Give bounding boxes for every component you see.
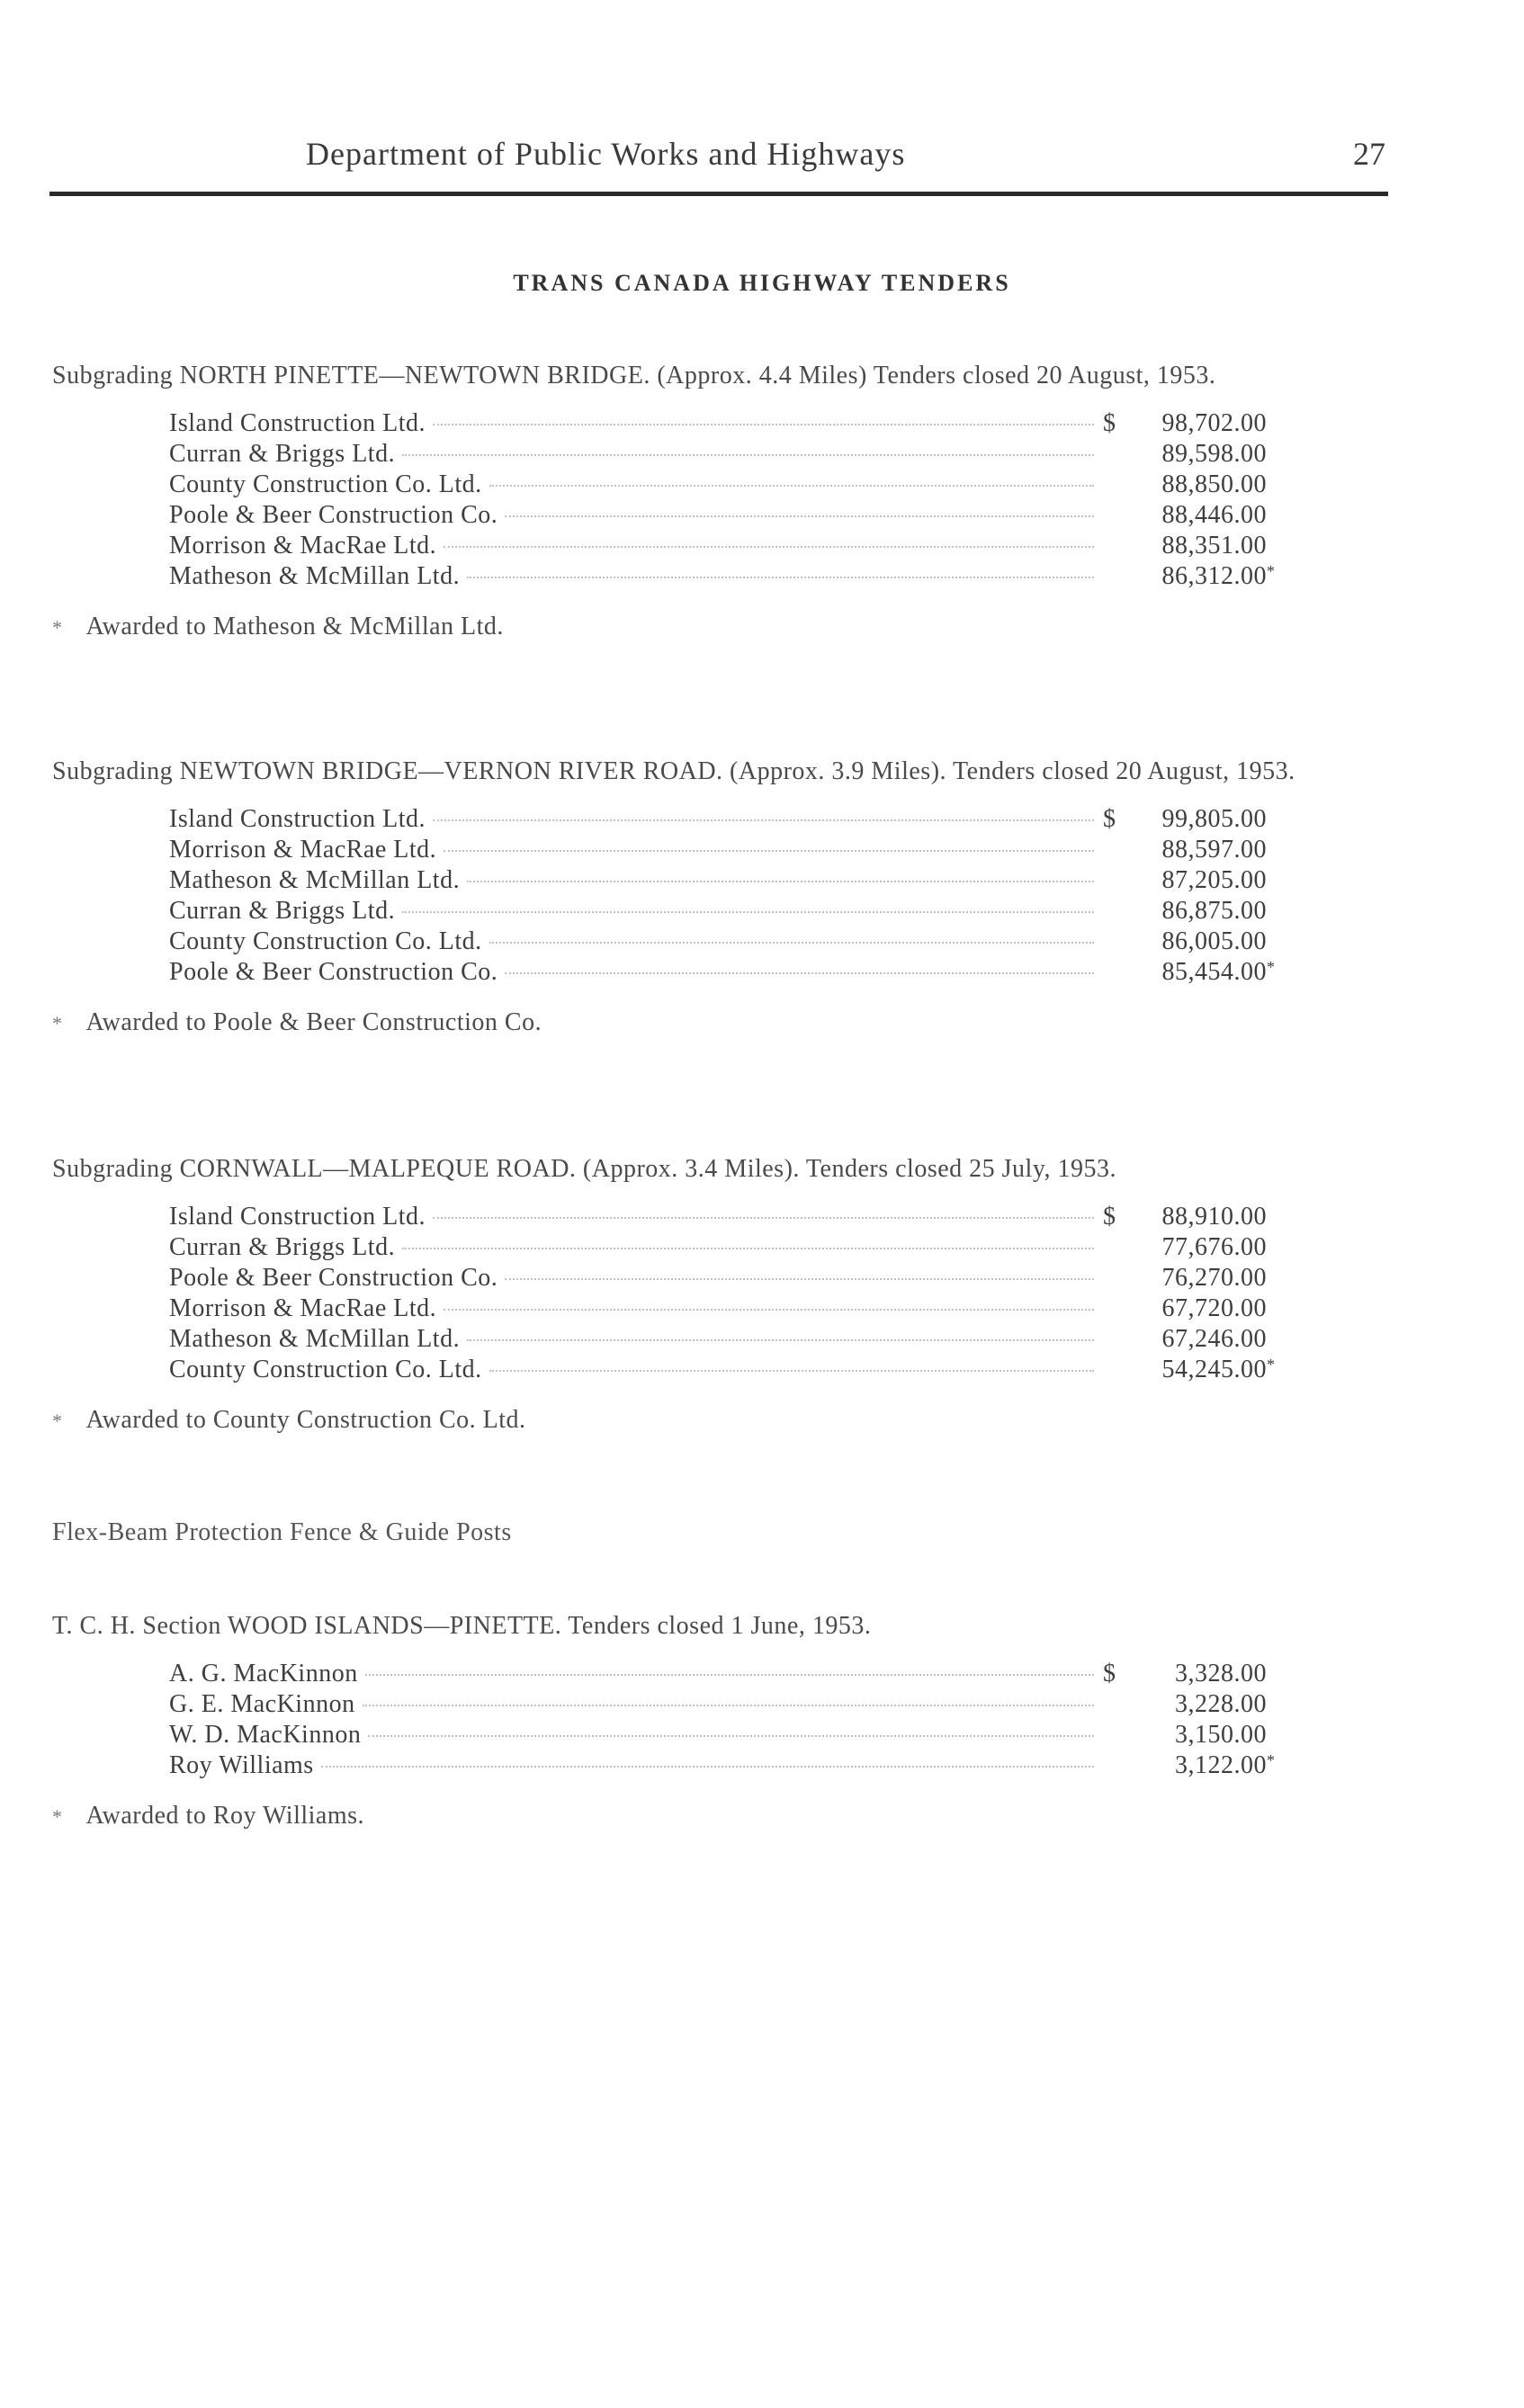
header-title: Department of Public Works and Highways	[306, 136, 906, 172]
bid-amount: 88,910.00	[1161, 1203, 1267, 1231]
bid-amount: 85,454.00	[1161, 958, 1267, 986]
award-note-text: Awarded to Poole & Beer Construction Co.	[85, 1008, 542, 1036]
section-intro: T. C. H. Section WOOD ISLANDS—PINETTE. Tenders closed 1 June, 1953.	[52, 1612, 872, 1640]
bid-amount: 67,246.00	[1161, 1325, 1267, 1353]
bidder-name: Curran & Briggs Ltd.	[169, 440, 396, 468]
bid-amount: 86,875.00	[1161, 897, 1267, 925]
header-rule	[49, 192, 1388, 196]
bidder-name: County Construction Co. Ltd.	[169, 470, 482, 498]
bid-amount: 98,702.00	[1161, 409, 1267, 437]
note-asterisk: *	[52, 1410, 63, 1432]
dot-leader	[402, 911, 1094, 913]
bid-amount: 88,597.00	[1161, 836, 1267, 864]
note-asterisk: *	[52, 1012, 63, 1034]
tender-section	[52, 1610, 1389, 1831]
bid-amount: 86,312.00	[1161, 562, 1267, 590]
dot-leader	[467, 1339, 1094, 1341]
bid-amount: 3,122.00	[1175, 1751, 1267, 1779]
tender-row	[169, 440, 1285, 470]
dot-leader	[433, 424, 1094, 425]
section-intro: Subgrading NORTH PINETTE—NEWTOWN BRIDGE. (Approx. 4.4 Miles) Tenders closed 20 August, 1953.	[52, 362, 1216, 389]
tender-row	[169, 866, 1285, 897]
bidder-name: Morrison & MacRae Ltd.	[169, 532, 437, 559]
dot-leader	[365, 1674, 1094, 1676]
section-intro: Subgrading NEWTOWN BRIDGE—VERNON RIVER ROAD. (Approx. 3.9 Miles). Tenders closed 20 August, 1953.	[52, 757, 1295, 785]
bidder-name: Matheson & McMillan Ltd.	[169, 866, 461, 894]
currency-symbol: $	[1103, 1203, 1116, 1231]
bid-amount: 3,150.00	[1175, 1721, 1267, 1749]
award-note-text: Awarded to Roy Williams.	[85, 1802, 365, 1830]
tender-section	[52, 1153, 1389, 1435]
dot-leader	[444, 850, 1094, 852]
bidder-name: G. E. MacKinnon	[169, 1690, 355, 1718]
dot-leader	[444, 1309, 1094, 1311]
tender-table	[169, 1660, 1285, 1782]
note-asterisk: *	[52, 616, 63, 639]
bidder-name: Poole & Beer Construction Co.	[169, 958, 498, 986]
award-marker: *	[1267, 958, 1275, 976]
dot-leader	[363, 1705, 1094, 1706]
bidder-name: A. G. MacKinnon	[169, 1660, 358, 1687]
tender-row	[169, 1294, 1285, 1325]
dot-leader	[402, 454, 1094, 456]
bidder-name: Poole & Beer Construction Co.	[169, 501, 498, 529]
dot-leader	[489, 942, 1094, 944]
tender-row	[169, 927, 1285, 958]
bid-amount: 3,228.00	[1175, 1690, 1267, 1718]
award-note-text: Awarded to Matheson & McMillan Ltd.	[85, 613, 504, 640]
dot-leader	[368, 1735, 1094, 1737]
bid-amount: 89,598.00	[1161, 440, 1267, 468]
dot-leader	[467, 577, 1094, 578]
bidder-name: Morrison & MacRae Ltd.	[169, 836, 437, 864]
tender-section	[52, 360, 1389, 641]
tender-row	[169, 1721, 1285, 1751]
tender-row	[169, 897, 1285, 927]
dot-leader	[321, 1766, 1094, 1768]
dot-leader	[505, 515, 1094, 517]
award-note	[52, 613, 1389, 641]
bidder-name: County Construction Co. Ltd.	[169, 1356, 482, 1383]
currency-symbol: $	[1103, 805, 1116, 833]
tender-row	[169, 501, 1285, 532]
bidder-name: Morrison & MacRae Ltd.	[169, 1294, 437, 1322]
bidder-name: Roy Williams	[169, 1751, 314, 1779]
tender-row	[169, 562, 1285, 593]
currency-symbol: $	[1103, 1660, 1116, 1687]
award-note-text: Awarded to County Construction Co. Ltd.	[85, 1406, 526, 1434]
bidder-name: Matheson & McMillan Ltd.	[169, 1325, 461, 1353]
bidder-name: Poole & Beer Construction Co.	[169, 1264, 498, 1292]
tender-row	[169, 836, 1285, 866]
award-marker: *	[1267, 1751, 1275, 1769]
tender-row	[169, 958, 1285, 989]
bid-amount: 3,328.00	[1175, 1660, 1267, 1687]
bid-amount: 76,270.00	[1161, 1264, 1267, 1292]
bidder-name: Matheson & McMillan Ltd.	[169, 562, 461, 590]
tender-row	[169, 1264, 1285, 1294]
note-asterisk: *	[52, 1805, 63, 1828]
bid-amount: 86,005.00	[1161, 927, 1267, 955]
tender-row	[169, 1660, 1285, 1690]
dot-leader	[433, 819, 1094, 821]
tender-row	[169, 1690, 1285, 1721]
section-intro: Subgrading CORNWALL—MALPEQUE ROAD. (Approx. 3.4 Miles). Tenders closed 25 July, 1953.	[52, 1155, 1117, 1183]
main-title: TRANS CANADA HIGHWAY TENDERS	[513, 270, 1011, 296]
dot-leader	[489, 1370, 1094, 1372]
bid-amount: 99,805.00	[1161, 805, 1267, 833]
tender-table	[169, 409, 1285, 593]
currency-symbol: $	[1103, 409, 1116, 437]
page-header	[54, 135, 1385, 189]
dot-leader	[402, 1248, 1094, 1249]
bid-amount: 88,850.00	[1161, 470, 1267, 498]
page-number: 27	[1353, 136, 1385, 172]
bid-amount: 87,205.00	[1161, 866, 1267, 894]
bid-amount: 67,720.00	[1161, 1294, 1267, 1322]
award-marker: *	[1267, 1356, 1275, 1374]
tender-row	[169, 805, 1285, 836]
tender-row	[169, 1751, 1285, 1782]
bidder-name: Island Construction Ltd.	[169, 805, 426, 833]
bid-amount: 54,245.00	[1161, 1356, 1267, 1383]
award-note	[52, 1406, 1389, 1435]
tender-section	[52, 756, 1389, 1037]
dot-leader	[444, 546, 1094, 548]
bidder-name: Curran & Briggs Ltd.	[169, 897, 396, 925]
tender-row	[169, 1325, 1285, 1356]
tender-row	[169, 1203, 1285, 1233]
tender-row	[169, 470, 1285, 501]
bid-amount: 88,351.00	[1161, 532, 1267, 559]
dot-leader	[505, 1278, 1094, 1280]
bidder-name: Island Construction Ltd.	[169, 1203, 426, 1231]
tender-table	[169, 805, 1285, 989]
bid-amount: 77,676.00	[1161, 1233, 1267, 1261]
bidder-name: Island Construction Ltd.	[169, 409, 426, 437]
award-note	[52, 1802, 1389, 1831]
dot-leader	[467, 881, 1094, 882]
tender-row	[169, 1233, 1285, 1264]
tender-table	[169, 1203, 1285, 1386]
award-note	[52, 1008, 1389, 1037]
bidder-name: Curran & Briggs Ltd.	[169, 1233, 396, 1261]
dot-leader	[505, 972, 1094, 974]
bid-amount: 88,446.00	[1161, 501, 1267, 529]
bidder-name: County Construction Co. Ltd.	[169, 927, 482, 955]
bidder-name: W. D. MacKinnon	[169, 1721, 362, 1749]
subheading: Flex-Beam Protection Fence & Guide Posts	[52, 1518, 512, 1546]
dot-leader	[433, 1217, 1094, 1219]
tender-row	[169, 1356, 1285, 1386]
dot-leader	[489, 485, 1094, 487]
award-marker: *	[1267, 562, 1275, 580]
tender-row	[169, 409, 1285, 440]
tender-row	[169, 532, 1285, 562]
